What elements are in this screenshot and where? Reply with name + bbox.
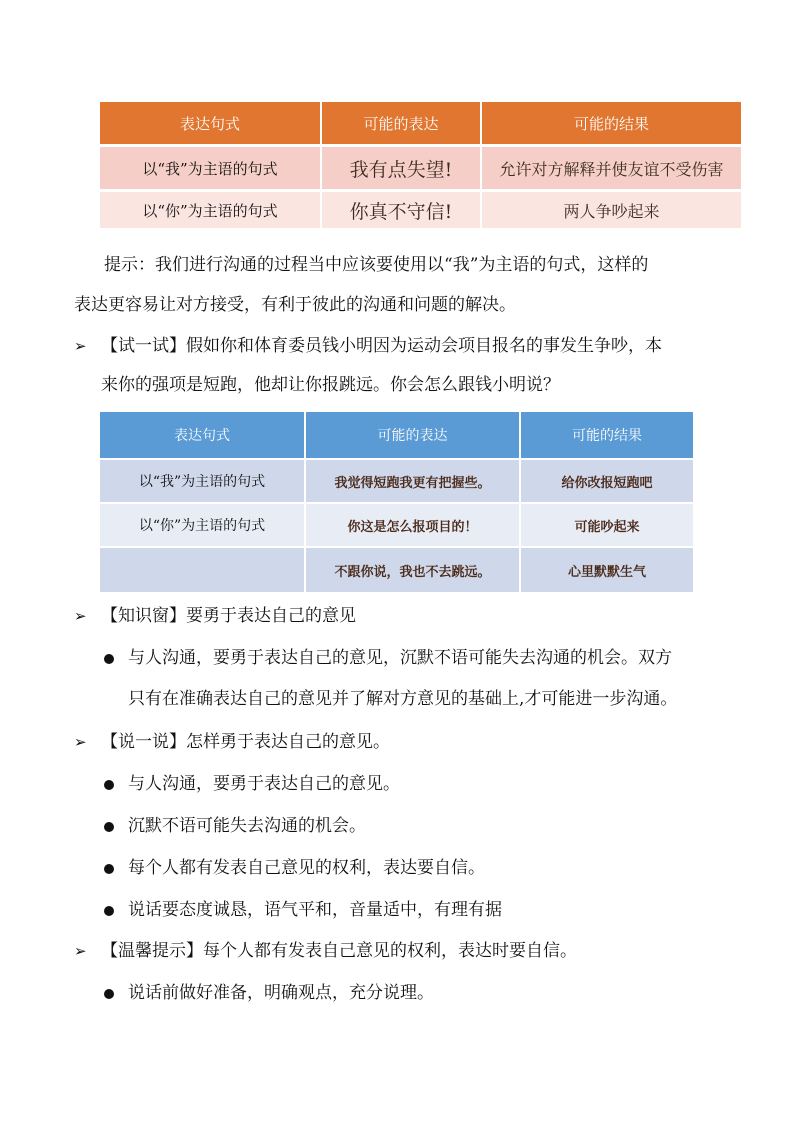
bullet-dot-icon — [104, 822, 114, 832]
say-bullet: 说话要态度诚恳，语气平和，音量适中，有理有据 — [128, 900, 502, 920]
hint-line-2: 表达更容易让对方接受，有利于彼此的沟通和问题的解决。 — [74, 295, 516, 315]
table-cell: 以“我”为主语的句式 — [100, 460, 306, 504]
say-title: 【说一说】怎样勇于表达自己的意见。 — [101, 732, 390, 752]
table-cell: 允许对方解释并使友谊不受伤害 — [482, 147, 741, 192]
bullet-dot-icon — [104, 906, 114, 916]
header-cell: 可能的表达 — [322, 102, 482, 147]
table-cell: 你真不守信! — [322, 192, 482, 231]
say-bullet: 每个人都有发表自己意见的权利，表达要自信。 — [128, 858, 485, 878]
knowledge-bullet-line-2: 只有在准确表达自己的意见并了解对方意见的基础上,才可能进一步沟通。 — [128, 689, 678, 709]
table-header-row — [100, 102, 741, 147]
table-cell: 以“你”为主语的句式 — [100, 192, 322, 231]
table-header-row — [100, 412, 693, 460]
expression-table-blue — [100, 412, 693, 594]
table-cell: 两人争吵起来 — [482, 192, 741, 231]
header-cell: 可能的表达 — [306, 412, 521, 460]
table-row — [100, 460, 693, 504]
table-row — [100, 548, 693, 594]
table-row — [100, 192, 741, 231]
arrow-bullet-icon: ➢ — [74, 337, 87, 355]
bullet-dot-icon — [104, 780, 114, 790]
table-cell: 不跟你说，我也不去跳远。 — [306, 548, 521, 594]
table-cell — [100, 548, 306, 594]
arrow-bullet-icon: ➢ — [74, 607, 87, 625]
say-bullet: 沉默不语可能失去沟通的机会。 — [128, 816, 366, 836]
bullet-dot-icon — [104, 654, 114, 664]
hint-line-1: 提示：我们进行沟通的过程当中应该要使用以“我”为主语的句式，这样的 — [104, 255, 649, 275]
say-bullet: 与人沟通，要勇于表达自己的意见。 — [128, 774, 400, 794]
table-row — [100, 504, 693, 548]
table-cell: 我有点失望! — [322, 147, 482, 192]
try-line-1: 【试一试】假如你和体育委员钱小明因为运动会项目报名的事发生争吵，本 — [101, 336, 662, 356]
warm-title: 【温馨提示】每个人都有发表自己意见的权利，表达时要自信。 — [101, 941, 577, 961]
table-row — [100, 147, 741, 192]
table-cell: 你这是怎么报项目的！ — [306, 504, 521, 548]
header-cell: 可能的结果 — [482, 102, 741, 147]
knowledge-bullet-line-1: 与人沟通，要勇于表达自己的意见，沉默不语可能失去沟通的机会。双方 — [128, 648, 672, 668]
knowledge-title: 【知识窗】要勇于表达自己的意见 — [101, 606, 356, 626]
bullet-dot-icon — [104, 864, 114, 874]
try-line-2: 来你的强项是短跑，他却让你报跳远。你会怎么跟钱小明说？ — [101, 375, 560, 395]
table-cell: 以“我”为主语的句式 — [100, 147, 322, 192]
table-cell: 我觉得短跑我更有把握些。 — [306, 460, 521, 504]
header-cell: 表达句式 — [100, 412, 306, 460]
header-cell: 可能的结果 — [521, 412, 693, 460]
table-cell: 心里默默生气 — [521, 548, 693, 594]
header-cell: 表达句式 — [100, 102, 322, 147]
table-cell: 可能吵起来 — [521, 504, 693, 548]
table-cell: 给你改报短跑吧 — [521, 460, 693, 504]
warm-bullet: 说话前做好准备，明确观点，充分说理。 — [128, 983, 434, 1003]
arrow-bullet-icon: ➢ — [74, 733, 87, 751]
table-cell: 以“你”为主语的句式 — [100, 504, 306, 548]
expression-table-orange — [100, 102, 741, 231]
arrow-bullet-icon: ➢ — [74, 942, 87, 960]
bullet-dot-icon — [104, 989, 114, 999]
